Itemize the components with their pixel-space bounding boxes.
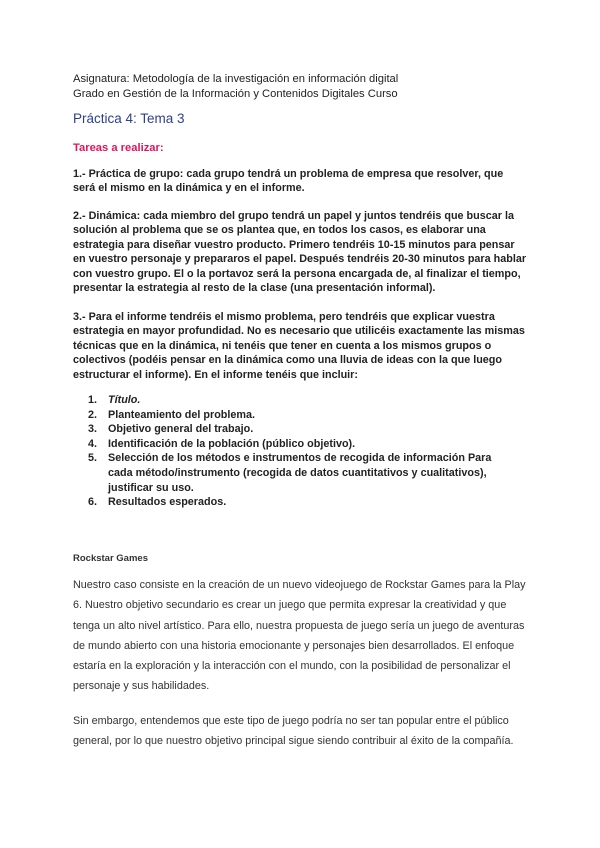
list-item: 6. Resultados esperados. <box>88 496 227 509</box>
case-paragraph-1: Nuestro caso consiste en la creación de un nuevo videojuego de Rockstar Games para la Play 6. Nuestro objetivo secundario es crear un juego que permita expresar la creatividad y que tenga un alto nivel artístico. Para ello, nuestra propuesta de juego sería un juego de aventuras de mundo abierto con una historia emocionante y personajes bien desarrollados. El enfoque estaría en la exploración y la interacción con el mundo, con la posibilidad de personalizar el personaje y sus habilidades. <box>73 579 526 693</box>
report-requirements-list <box>88 393 518 510</box>
list-item: 3. Objetivo general del trabajo. <box>88 423 254 436</box>
list-item: 1. Título. <box>88 394 141 406</box>
task-paragraph-1: 1.- Práctica de grupo: cada grupo tendrá un problema de empresa que resolver, que será el mismo en la dinámica y en el informe. <box>73 168 504 195</box>
degree-line: Grado en Gestión de la Información y Contenidos Digitales Curso <box>73 88 398 100</box>
subject-line: Asignatura: Metodología de la investigación en información digital <box>73 73 399 85</box>
list-item: 4. Identificación de la población (público objetivo). <box>88 437 356 450</box>
case-heading: Rockstar Games <box>73 553 148 564</box>
list-item: 5. Selección de los métodos e instrumentos de recogida de información Para cada método/instrumento (recogida de datos cuantitativos y cualitativos), justificar su uso. <box>88 452 492 494</box>
case-paragraph-2: Sin embargo, entendemos que este tipo de juego podría no ser tan popular entre el público general, por lo que nuestro objetivo principal sigue siendo contribuir al éxito de la compañía. <box>73 715 514 748</box>
document-header <box>73 72 398 102</box>
task-paragraph-3: 3.- Para el informe tendréis el mismo problema, pero tendréis que explicar vuestra estrategia en mayor profundidad. No es necesario que utilicéis exactamente las mismas técnicas que en la dinámica, ni tenéis que tener en cuenta a los mismos grupos o colectivos (podéis pensar en la dinámica como una lluvia de ideas con la que luego estructurar el informe). En el informe tenéis que incluir: <box>73 311 525 381</box>
tasks-heading: Tareas a realizar: <box>73 142 164 154</box>
page-title: Práctica 4: Tema 3 <box>73 111 185 126</box>
task-paragraph-2: 2.- Dinámica: cada miembro del grupo tendrá un papel y juntos tendréis que buscar la solución al problema que se os plantea que, en todos los casos, es elaborar una estrategia para diseñar vuestro producto. Primero tendréis 10-15 minutos para pensar en vuestro personaje y prepararos el papel. Después tendréis 20-30 minutos para hablar con vuestro grupo. El o la portavoz será la persona encargada de, al finalizar el tiempo, presentar la estrategia al resto de la clase (una presentación informal). <box>73 210 527 295</box>
list-item: 2. Planteamiento del problema. <box>88 408 255 421</box>
